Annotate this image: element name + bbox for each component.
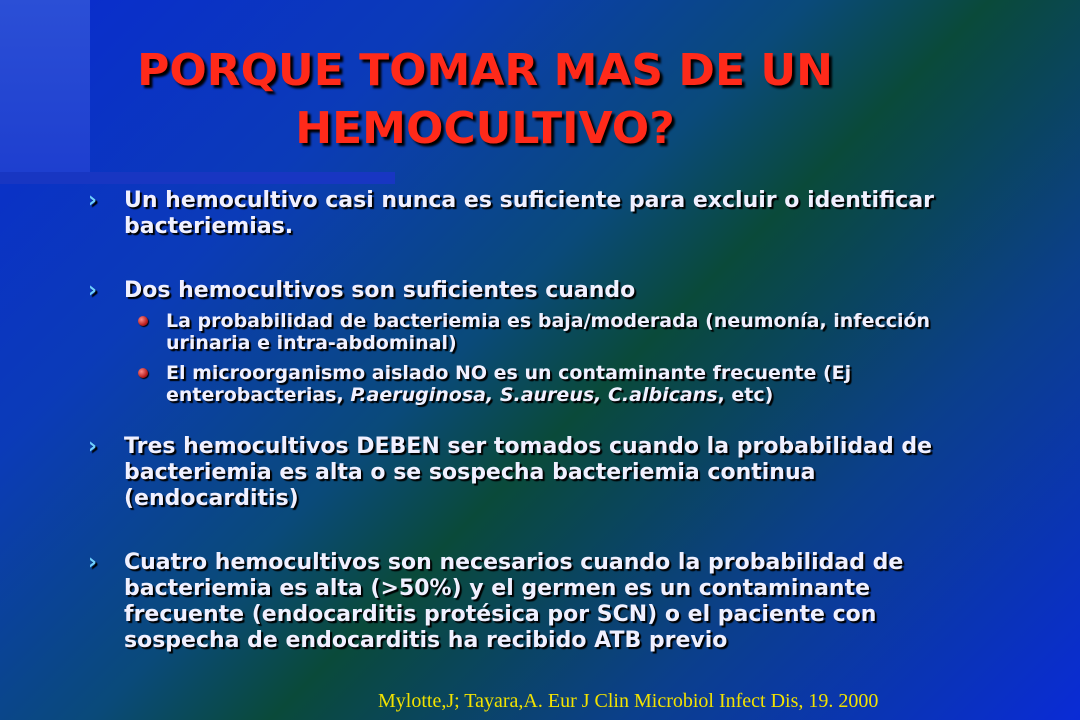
bullet-4-text: Cuatro hemocultivos son necesarios cuando la probabilidad de bacteriemia es alta (>50%) y el germen es un contaminante frecuente (endocarditis protésica por SCN) o el paciente con sospecha de endocarditis ha recibido ATB previo — [124, 550, 904, 653]
slide-title — [60, 42, 910, 158]
bullet-4 — [88, 550, 988, 654]
bullet-1 — [88, 188, 988, 240]
bullet-1-text: Un hemocultivo casi nunca es suficiente para excluir o identificar bacteriemias. — [124, 188, 935, 239]
chevron-right-icon: › — [88, 188, 98, 213]
subbullet-2-text-pre: El microorganismo aislado NO es un contaminante frecuente (Ej enterobacterias, — [166, 362, 852, 406]
bullet-3 — [88, 434, 988, 512]
red-dot-icon — [138, 368, 148, 378]
bullet-2-text: Dos hemocultivos son suficientes cuando — [124, 278, 636, 303]
chevron-right-icon: › — [88, 434, 98, 459]
title-underline-bar — [0, 172, 395, 184]
citation: Mylotte,J; Tayara,A. Eur J Clin Microbiol Infect Dis, 19. 2000 — [378, 690, 879, 712]
slide-title-line1: PORQUE TOMAR MAS DE UN — [137, 45, 833, 96]
subbullet-1 — [88, 310, 988, 354]
subbullet-2-text-italic: P.aeruginosa, S.aureus, C.albicans — [350, 384, 718, 406]
chevron-right-icon: › — [88, 278, 98, 303]
subbullet-2-text-post: , etc) — [717, 384, 774, 406]
chevron-right-icon: › — [88, 550, 98, 575]
subbullet-1-text: La probabilidad de bacteriemia es baja/moderada (neumonía, infección urinaria e intra-abdominal) — [166, 310, 931, 354]
subbullet-2 — [88, 362, 988, 406]
slide-title-line2: HEMOCULTIVO? — [295, 103, 675, 154]
slide-content — [88, 188, 988, 654]
bullet-3-text: Tres hemocultivos DEBEN ser tomados cuando la probabilidad de bacteriemia es alta o se sospecha bacteriemia continua (endocarditis) — [124, 434, 933, 511]
red-dot-icon — [138, 316, 148, 326]
bullet-2 — [88, 278, 988, 304]
